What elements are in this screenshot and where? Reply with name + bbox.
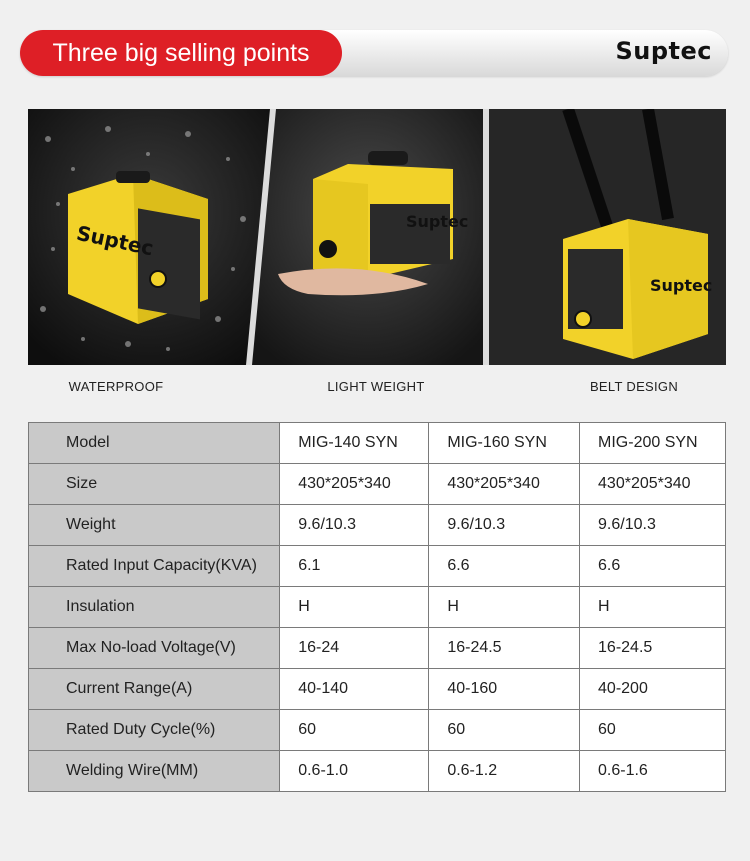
row-value: 60 [280,710,429,751]
row-value: 60 [429,710,580,751]
row-value: 0.6-1.0 [280,751,429,792]
row-value: 60 [580,710,726,751]
row-label: Welding Wire(MM) [29,751,280,792]
product-brand-text-2: Suptec [406,212,469,231]
product-brand-text-3: Suptec [650,276,713,295]
row-value: 430*205*340 [580,464,726,505]
row-value: 430*205*340 [429,464,580,505]
table-row [29,628,726,669]
row-value: H [429,587,580,628]
row-value: H [280,587,429,628]
row-value: 9.6/10.3 [580,505,726,546]
row-value: 0.6-1.2 [429,751,580,792]
table-row [29,587,726,628]
light-weight-photo [252,109,483,365]
row-value: 0.6-1.6 [580,751,726,792]
table-row [29,423,726,464]
row-value: MIG-160 SYN [429,423,580,464]
row-value: 16-24 [280,628,429,669]
page-title: Three big selling points [20,30,342,76]
table-row [29,751,726,792]
row-value: 9.6/10.3 [280,505,429,546]
row-value: MIG-200 SYN [580,423,726,464]
waterproof-photo [28,109,270,365]
table-row [29,669,726,710]
row-label: Max No-load Voltage(V) [29,628,280,669]
caption-light-weight: LIGHT WEIGHT [327,379,425,394]
row-value: 16-24.5 [429,628,580,669]
caption-belt-design: BELT DESIGN [589,379,679,394]
table-row [29,505,726,546]
row-value: 40-140 [280,669,429,710]
row-value: 9.6/10.3 [429,505,580,546]
spec-table [28,422,726,792]
product-brand-text-1: Suptec [74,220,156,261]
row-value: 40-200 [580,669,726,710]
row-value: 16-24.5 [580,628,726,669]
row-value: 6.6 [580,546,726,587]
row-label: Rated Duty Cycle(%) [29,710,280,751]
row-value: 6.1 [280,546,429,587]
row-label: Rated Input Capacity(KVA) [29,546,280,587]
row-value: H [580,587,726,628]
row-label: Size [29,464,280,505]
belt-design-photo [489,109,726,365]
row-value: 430*205*340 [280,464,429,505]
row-label: Weight [29,505,280,546]
table-row [29,710,726,751]
caption-waterproof: WATERPROOF [68,379,164,394]
row-value: MIG-140 SYN [280,423,429,464]
row-label: Insulation [29,587,280,628]
row-value: 40-160 [429,669,580,710]
table-row [29,546,726,587]
row-label: Model [29,423,280,464]
brand-logo: Suptec [615,37,712,65]
row-value: 6.6 [429,546,580,587]
row-label: Current Range(A) [29,669,280,710]
table-row [29,464,726,505]
product-photos [28,109,726,365]
